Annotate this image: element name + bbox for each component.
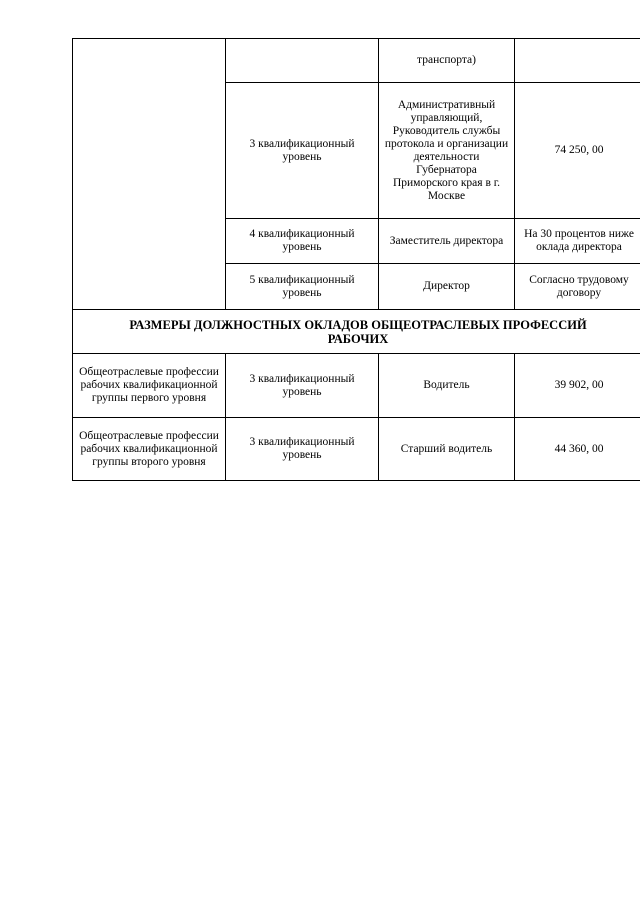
table-row <box>73 39 640 83</box>
salary-cell: На 30 процентов ниже оклада директора <box>515 219 640 264</box>
group-cell: Общеотраслевые профессии рабочих квалификационной группы первого уровня <box>73 354 226 418</box>
group-cell <box>73 39 226 310</box>
level-cell: 3 квалификационный уровень <box>226 83 379 219</box>
section-heading: РАЗМЕРЫ ДОЛЖНОСТНЫХ ОКЛАДОВ ОБЩЕОТРАСЛЕВЫХ ПРОФЕССИЙ РАБОЧИХ <box>73 310 640 354</box>
section-heading-row <box>73 310 640 354</box>
position-cell: Административный управляющий, Руководитель службы протокола и организации деятельности Губернатора Приморского края в г. Москве <box>379 83 515 219</box>
level-cell: 4 квалификационный уровень <box>226 219 379 264</box>
position-cell: Заместитель директора <box>379 219 515 264</box>
group-cell: Общеотраслевые профессии рабочих квалификационной группы второго уровня <box>73 418 226 481</box>
position-cell: Старший водитель <box>379 418 515 481</box>
salary-cell <box>515 39 640 83</box>
salary-cell: Согласно трудовому договору <box>515 264 640 310</box>
position-cell: Водитель <box>379 354 515 418</box>
salary-cell: 44 360, 00 <box>515 418 640 481</box>
level-cell <box>226 39 379 83</box>
level-cell: 5 квалификационный уровень <box>226 264 379 310</box>
position-cell: Директор <box>379 264 515 310</box>
salary-table <box>72 38 640 481</box>
table-row <box>73 354 640 418</box>
salary-cell: 74 250, 00 <box>515 83 640 219</box>
table-row <box>73 418 640 481</box>
level-cell: 3 квалификационный уровень <box>226 354 379 418</box>
level-cell: 3 квалификационный уровень <box>226 418 379 481</box>
salary-cell: 39 902, 00 <box>515 354 640 418</box>
position-cell: транспорта) <box>379 39 515 83</box>
